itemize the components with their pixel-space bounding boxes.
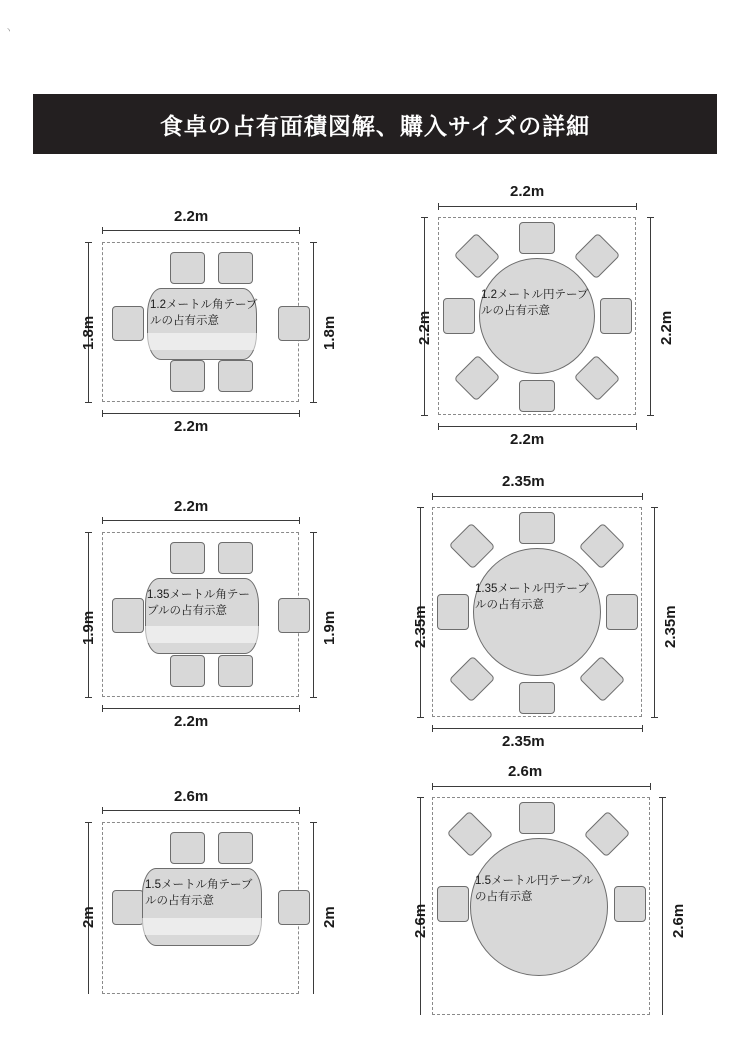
chair — [519, 380, 555, 412]
chair — [278, 598, 310, 633]
diagram-grid — [0, 170, 750, 1040]
chair — [278, 306, 310, 341]
table-caption: 1.5メートル円テーブルの占有示意 — [475, 875, 594, 903]
corner-mark: ヽ — [4, 25, 14, 35]
chair — [278, 890, 310, 925]
dimension-line — [650, 217, 651, 415]
chair — [600, 298, 632, 334]
dimension-line — [313, 532, 314, 697]
diagram-round-1-5m — [380, 750, 710, 1040]
title-banner — [33, 94, 717, 154]
dimension-line — [662, 797, 663, 1015]
dimension-cap — [310, 822, 317, 823]
fade-band — [142, 918, 262, 935]
dimension-cap — [299, 227, 300, 234]
dimension-cap — [102, 227, 103, 234]
chair — [606, 594, 638, 630]
dimension-top: 2.2m — [174, 498, 209, 515]
table-caption: 1.2メートル角テーブルの占有示意 — [150, 299, 258, 327]
chair — [519, 682, 555, 714]
chair — [112, 598, 144, 633]
dimension-top: 2.35m — [502, 473, 545, 490]
dimension-cap — [432, 783, 433, 790]
table — [470, 838, 608, 976]
dimension-line — [432, 496, 642, 497]
dimension-cap — [299, 705, 300, 712]
diagram-round-1-2m — [380, 170, 710, 460]
dimension-cap — [421, 415, 428, 416]
dimension-top: 2.2m — [510, 183, 545, 200]
dimension-left: 1.9m — [80, 610, 97, 645]
diagram-square-1-2m — [40, 170, 370, 460]
dimension-cap — [299, 517, 300, 524]
chair — [437, 886, 469, 922]
dimension-cap — [651, 507, 658, 508]
dimension-cap — [647, 415, 654, 416]
dimension-bottom: 2.2m — [174, 418, 209, 435]
chair — [170, 360, 205, 392]
dimension-cap — [102, 807, 103, 814]
chair — [218, 655, 253, 687]
chair — [112, 890, 144, 925]
dimension-cap — [650, 783, 651, 790]
diagram-row — [0, 460, 750, 750]
dimension-cap — [85, 532, 92, 533]
chair — [170, 252, 205, 284]
chair — [437, 594, 469, 630]
dimension-right: 1.9m — [321, 610, 338, 645]
dimension-cap — [417, 717, 424, 718]
fade-band — [145, 626, 259, 643]
table-caption: 1.35メートル角テーブルの占有示意 — [147, 589, 250, 617]
dimension-line — [432, 786, 650, 787]
table — [473, 548, 601, 676]
dimension-right: 2.2m — [658, 310, 675, 345]
dimension-bottom: 2.35m — [502, 733, 545, 750]
chair — [170, 542, 205, 574]
dimension-line — [102, 810, 299, 811]
dimension-line — [102, 413, 299, 414]
chair — [519, 512, 555, 544]
dimension-cap — [636, 423, 637, 430]
dimension-cap — [659, 797, 666, 798]
dimension-line — [313, 822, 314, 994]
dimension-cap — [85, 697, 92, 698]
diagram-square-1-35m — [40, 460, 370, 750]
chair — [218, 832, 253, 864]
chair — [218, 252, 253, 284]
dimension-line — [438, 206, 636, 207]
dimension-right: 2m — [321, 906, 338, 928]
dimension-cap — [642, 725, 643, 732]
chair — [614, 886, 646, 922]
dimension-left: 2.2m — [416, 310, 433, 345]
dimension-cap — [417, 507, 424, 508]
dimension-cap — [299, 410, 300, 417]
chair — [218, 360, 253, 392]
dimension-line — [313, 242, 314, 402]
dimension-cap — [647, 217, 654, 218]
dimension-cap — [102, 705, 103, 712]
dimension-left: 1.8m — [80, 315, 97, 350]
chair — [519, 222, 555, 254]
diagram-round-1-35m — [380, 460, 710, 750]
diagram-row — [0, 170, 750, 460]
fade-band — [147, 333, 257, 350]
dimension-line — [102, 520, 299, 521]
dimension-top: 2.2m — [174, 208, 209, 225]
chair — [170, 655, 205, 687]
dimension-cap — [102, 517, 103, 524]
table — [479, 258, 595, 374]
dimension-cap — [299, 807, 300, 814]
dimension-left: 2.35m — [412, 605, 429, 648]
dimension-top: 2.6m — [174, 788, 209, 805]
dimension-cap — [432, 493, 433, 500]
dimension-line — [654, 507, 655, 717]
dimension-line — [102, 708, 299, 709]
diagram-square-1-5m — [40, 750, 370, 1040]
dimension-cap — [85, 822, 92, 823]
dimension-left: 2m — [80, 906, 97, 928]
table-caption: 1.2メートル円テーブルの占有示意 — [481, 289, 589, 317]
dimension-bottom: 2.2m — [174, 713, 209, 730]
dimension-cap — [310, 532, 317, 533]
dimension-right: 2.35m — [662, 605, 679, 648]
page-title: 食卓の占有面積図解、購入サイズの詳細 — [159, 112, 591, 139]
dimension-cap — [310, 242, 317, 243]
dimension-cap — [310, 697, 317, 698]
dimension-cap — [85, 242, 92, 243]
dimension-cap — [432, 725, 433, 732]
dimension-cap — [642, 493, 643, 500]
chair — [218, 542, 253, 574]
chair — [112, 306, 144, 341]
chair — [519, 802, 555, 834]
dimension-cap — [438, 423, 439, 430]
dimension-right: 2.6m — [670, 903, 687, 938]
dimension-cap — [85, 402, 92, 403]
dimension-cap — [102, 410, 103, 417]
dimension-cap — [310, 402, 317, 403]
dimension-line — [432, 728, 642, 729]
chair — [170, 832, 205, 864]
table-caption: 1.5メートル角テーブルの占有示意 — [145, 879, 253, 907]
dimension-top: 2.6m — [508, 763, 543, 780]
dimension-cap — [636, 203, 637, 210]
dimension-cap — [417, 797, 424, 798]
dimension-cap — [438, 203, 439, 210]
dimension-cap — [651, 717, 658, 718]
diagram-row — [0, 750, 750, 1040]
dimension-line — [102, 230, 299, 231]
chair — [443, 298, 475, 334]
dimension-line — [438, 426, 636, 427]
dimension-left: 2.6m — [412, 903, 429, 938]
table-caption: 1.35メートル円テーブルの占有示意 — [475, 583, 589, 611]
dimension-bottom: 2.2m — [510, 431, 545, 448]
dimension-right: 1.8m — [321, 315, 338, 350]
dimension-cap — [421, 217, 428, 218]
